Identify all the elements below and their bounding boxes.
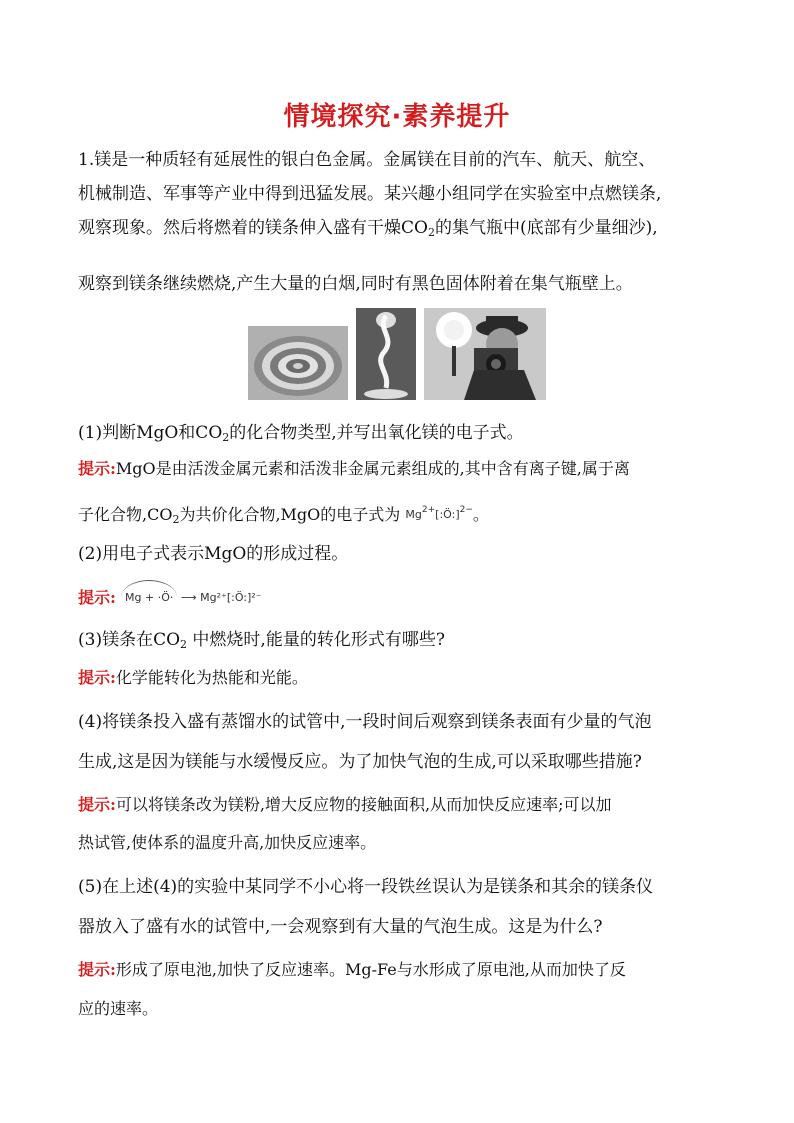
question-2: (2)用电子式表示MgO的形成过程。 [78, 544, 349, 564]
intro-line-2: 机械制造、军事等产业中得到迅猛发展。某兴趣小组同学在实验室中点燃镁条, [78, 184, 662, 204]
photographer-flash-photo [424, 308, 546, 400]
hint-4-line-1: 提示:可以将镁条改为镁粉,增大反应物的接触面积,从而加快反应速率;可以加 [78, 795, 612, 814]
question-5-line-2: 器放入了盛有水的试管中,一会观察到有大量的气泡生成。这是为什么? [78, 917, 603, 937]
question-1: (1)判断MgO和$CO_2$的化合物类型,并写出氧化镁的电子式。 [78, 423, 524, 444]
question-4-line-2: 生成,这是因为镁能与水缓慢反应。为了加快气泡的生成,可以采取哪些措施? [78, 752, 642, 772]
question-3: (3)镁条在$CO_2$ 中燃烧时,能量的转化形式有哪些? [78, 630, 445, 651]
electron-transfer-arc: Mg + ·Ö· [121, 580, 177, 615]
intro-line-1: 1.镁是一种质轻有延展性的银白色金属。金属镁在目前的汽车、航天、航空、 [78, 150, 656, 170]
reaction-arrow: ⟶ [180, 591, 197, 604]
mgo-formation-process: Mg + ·Ö· ⟶ Mg²⁺[:Ö:]²⁻ [121, 580, 262, 615]
page-title: 情境探究·素养提升 [283, 102, 511, 132]
hint-4-line-2: 热试管,使体系的温度升高,加快反应速率。 [78, 833, 377, 852]
intro-line-4: 观察到镁条继续燃烧,产生大量的白烟,同时有黑色固体附着在集气瓶壁上。 [78, 274, 633, 294]
hint-2: 提示: Mg + ·Ö· ⟶ Mg²⁺[:Ö:]²⁻ [78, 580, 718, 615]
intro-line-3: 观察现象。然后将燃着的镁条伸入盛有干燥$CO_2$的集气瓶中(底部有少量细沙), [78, 218, 658, 239]
burning-magnesium-photo [356, 308, 416, 400]
hint-3: 提示:化学能转化为热能和光能。 [78, 668, 308, 687]
question-4-line-1: (4)将镁条投入盛有蒸馏水的试管中,一段时间后观察到镁条表面有少量的气泡 [78, 712, 652, 732]
mgo-electron-formula: $Mg^{2+}[:Ö:]^{2-}$ [405, 505, 473, 521]
hint-5-line-1: 提示:形成了原电池,加快了反应速率。Mg-Fe与水形成了原电池,从而加快了反 [78, 960, 626, 979]
hint-label: 提示: [78, 459, 116, 478]
question-5-line-1: (5)在上述(4)的实验中某同学不小心将一段铁丝误认为是镁条和其余的镁条仪 [78, 877, 654, 897]
hint-5-line-2: 应的速率。 [78, 999, 159, 1018]
hint-1-line-2: 子化合物$,CO_2$为共价化合物,MgO的电子式为 $Mg^{2+}[:Ö:]^{2-}$。 [78, 498, 718, 532]
hint-1-line-1: 提示:MgO是由活泼金属元素和活泼非金属元素组成的,其中含有离子键,属于离 [78, 459, 630, 478]
magnesium-coil-photo [248, 326, 348, 400]
